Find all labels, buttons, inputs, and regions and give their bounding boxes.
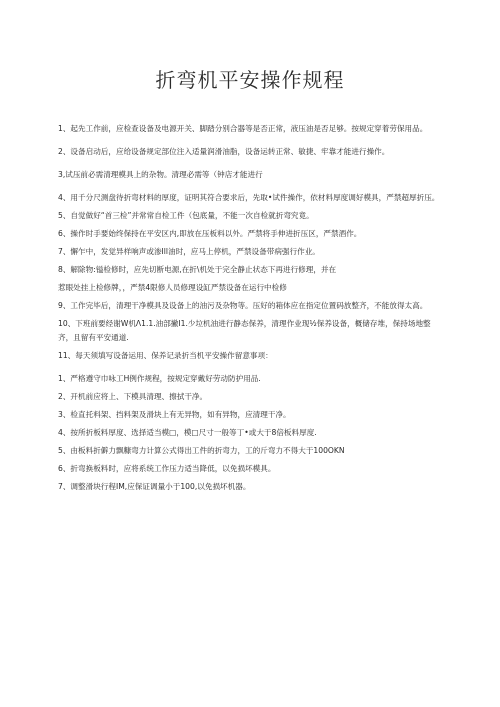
list-item: 1、严格遵守巾咏工H例作规程，按规定穿戴好劳动防护用品.	[58, 374, 261, 383]
paragraph: 11、每天须填写设备运用、保养记录折当机平安操作留意事项：	[58, 351, 273, 360]
paragraph: 7、懈乍中，发觉异样响声或渗Ill油时，应马上停机，严禁设备带病强行作业。	[58, 247, 320, 256]
list-item: 2、开机前应将上、下模具清理、擦拭干净。	[58, 392, 208, 401]
list-item: 6、折弯换板料时，应将系统工作压力适当降低，以免损坏模具。	[58, 464, 276, 473]
paragraph: 4、用千分尺测盘待折弯材料的厚度，证明其符合要求后，先取•试件操作，依材料厚度调好模具，严禁超厚折压。	[58, 193, 440, 202]
document-body	[58, 122, 442, 494]
paragraph: 8、解除物:镒检修时，应先切断电源,在折\机处于完全静止状态下再进行修理，并在	[58, 265, 337, 274]
paragraph: 1、起先工作前，应检查设备及电源开关、脚踏分别合器等是否正常，液压油是否足够。按规定穿着劳保用品。	[58, 124, 428, 133]
paragraph: 9、工作完毕后，清理干净模具及设备上的油污及杂物等。压好的箱体应在指定位置码放整齐，不能放得太高。	[58, 301, 428, 310]
paragraph: 10、下班前要经谢W机Λ1.1.油部撇I1.少垃机油进行静态保养，清理作业现½保养设备，概储存堆，保持场地整齐，且留有平安通道.	[58, 319, 431, 342]
list-item: 3、检直托料架、挡料架及滑块上有无异物，如有异物，应清理干净。	[58, 410, 291, 419]
list-item: 7、调整滑块行程IM,应保证调量小于100,以免损坏机器。	[58, 482, 251, 491]
paragraph: 惹眼处挂上检修牌，，严禁4限修人员修理设缸严禁设备在运行中检修	[58, 283, 287, 292]
paragraph: 3,试压前必需清理模具上的杂物。清理必需等（钟店才能进行	[58, 170, 263, 179]
paragraph: 2、设备启动后，应给设备规定部位注入适量润滑油脂，设备运转正常、敏捷、牢靠才能进行操作。	[58, 147, 390, 156]
document-title: 折弯机平安操作规程	[155, 68, 345, 92]
list-item: 4、按所折板料厚度、选择适当模□，模□尺寸一般等丁•或大于8倍板料厚度.	[58, 428, 317, 437]
list-item: 5、由板料折僻力飘糠弯力计算公式得出工件的折弯力，工的斤弯力不得大于100OKN	[58, 446, 345, 455]
paragraph: 5、自觉做好“首三检”并常常自检工件（包底量，不能一次自检就折弯究竟。	[58, 211, 314, 220]
paragraph: 6、操作时手要始终保持在平安区内,即放在压板料以外。严禁将手伸进折压区，严禁酒作。	[58, 229, 362, 238]
